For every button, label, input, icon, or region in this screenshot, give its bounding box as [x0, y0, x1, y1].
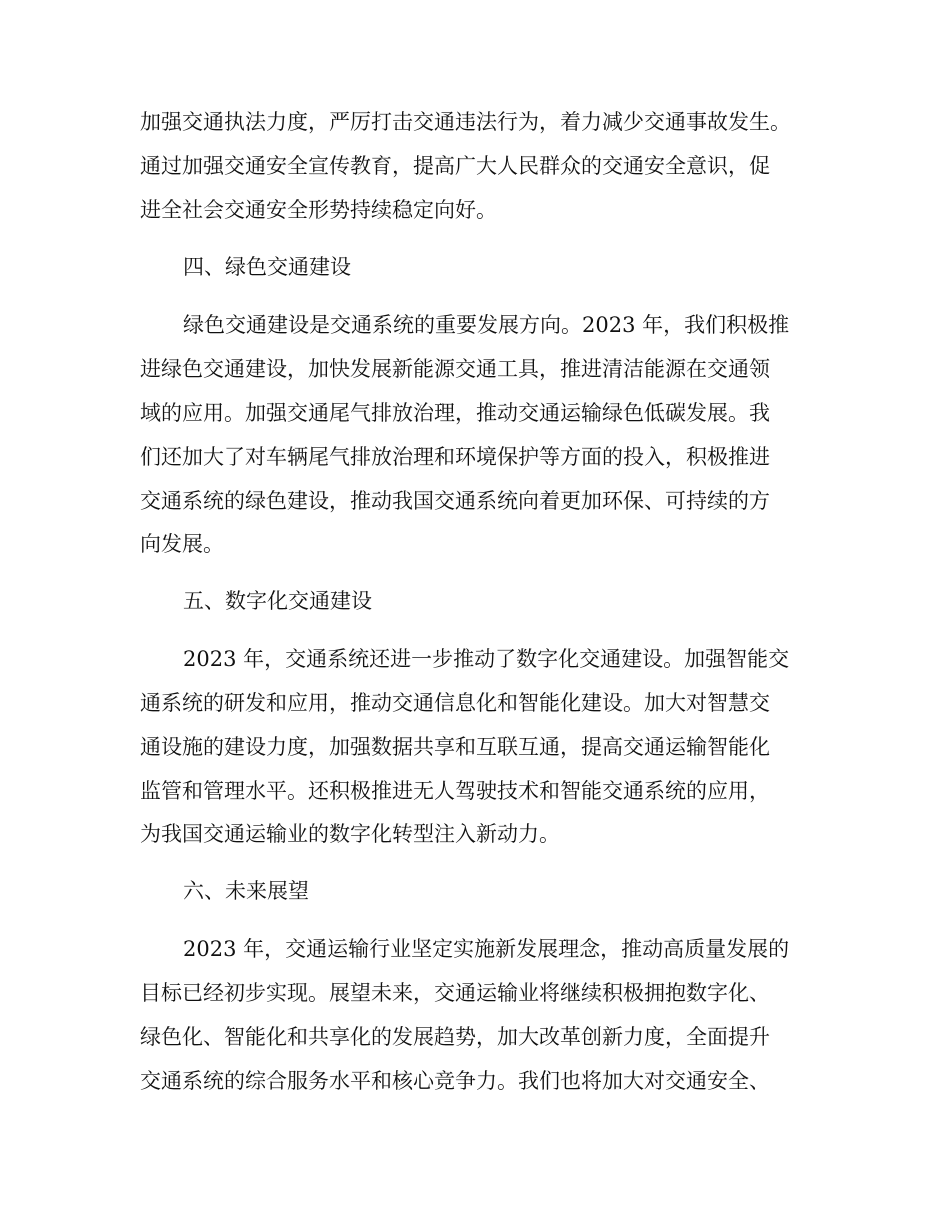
- paragraph-line: 交通系统的综合服务水平和核心竞争力。我们也将加大对交通安全、: [140, 1069, 770, 1093]
- section-heading: 四、绿色交通建设: [183, 255, 351, 279]
- paragraph-line: 通设施的建设力度，加强数据共享和互联互通，提高交通运输智能化: [140, 735, 770, 759]
- paragraph-line: 绿色交通建设是交通系统的重要发展方向。2023 年，我们积极推: [183, 313, 790, 337]
- section-heading: 五、数字化交通建设: [183, 589, 372, 613]
- paragraph-line: 通过加强交通安全宣传教育，提高广大人民群众的交通安全意识，促: [140, 154, 770, 178]
- paragraph-line: 通系统的研发和应用，推动交通信息化和智能化建设。加大对智慧交: [140, 691, 770, 715]
- paragraph-line: 监管和管理水平。还积极推进无人驾驶技术和智能交通系统的应用，: [140, 779, 770, 803]
- paragraph-line: 向发展。: [140, 532, 224, 556]
- paragraph-line: 们还加大了对车辆尾气排放治理和环境保护等方面的投入，积极推进: [140, 445, 770, 469]
- paragraph-line: 2023 年，交通系统还进一步推动了数字化交通建设。加强智能交: [183, 647, 790, 671]
- paragraph-line: 加强交通执法力度，严厉打击交通违法行为，着力减少交通事故发生。: [140, 110, 791, 134]
- paragraph-line: 为我国交通运输业的数字化转型注入新动力。: [140, 822, 560, 846]
- paragraph-line: 绿色化、智能化和共享化的发展趋势，加大改革创新力度，全面提升: [140, 1025, 770, 1049]
- paragraph-line: 进全社会交通安全形势持续稳定向好。: [140, 198, 497, 222]
- paragraph-line: 2023 年，交通运输行业坚定实施新发展理念，推动高质量发展的: [183, 937, 790, 961]
- paragraph-line: 交通系统的绿色建设，推动我国交通系统向着更加环保、可持续的方: [140, 489, 770, 513]
- paragraph-line: 进绿色交通建设，加快发展新能源交通工具，推进清洁能源在交通领: [140, 357, 770, 381]
- paragraph-line: 目标已经初步实现。展望未来，交通运输业将继续积极拥抱数字化、: [140, 981, 770, 1005]
- paragraph-line: 域的应用。加强交通尾气排放治理，推动交通运输绿色低碳发展。我: [140, 401, 770, 425]
- section-heading: 六、未来展望: [183, 879, 309, 903]
